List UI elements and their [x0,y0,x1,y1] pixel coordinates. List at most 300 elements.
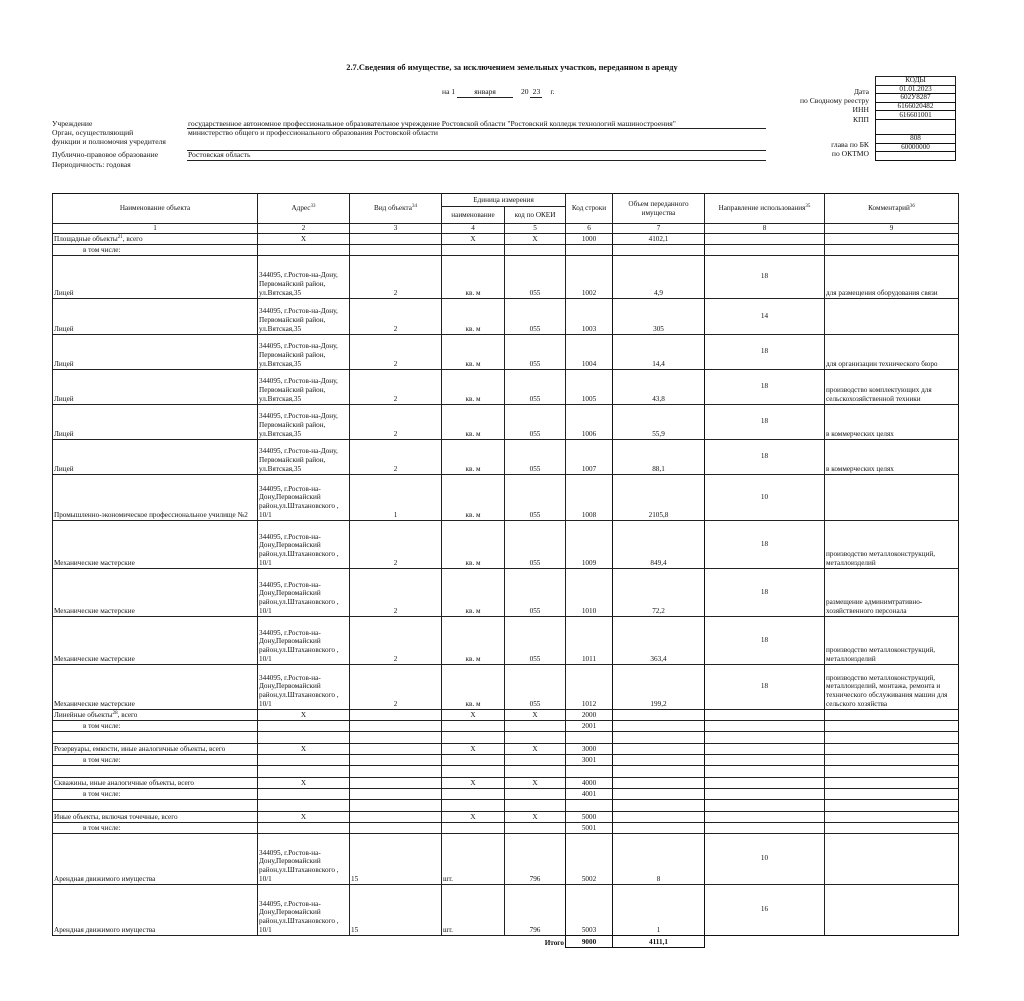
cell-line-code: 2001 [566,720,613,731]
cell-comment [825,709,959,720]
cell-comment: в коммерческих целях [825,439,959,474]
total-empty-cell [53,935,258,947]
cell-okei: 796 [505,884,566,935]
cell-name: Арендная движимого имущества [53,884,258,935]
report-date-line [442,88,555,98]
col-number-7: 7 [613,224,705,234]
cell-okei: X [505,743,566,754]
cell-type [350,754,442,765]
total-empty-cell [825,935,959,947]
cell-direction: 18 [705,568,825,616]
cell-name: Лицей [53,255,258,298]
cell-name [53,233,258,244]
cell-okei [505,788,566,799]
cell-unit: кв. м [442,520,505,568]
col-number-9: 9 [825,224,959,234]
col-number-2: 2 [258,224,350,234]
cell-volume: 4102,1 [613,233,705,244]
codes-label-date: Дата [853,87,869,96]
cell-okei [505,754,566,765]
section-name: Скважины, иные аналогичные объекты, всего [54,779,195,787]
cell-line-code: 1000 [566,233,613,244]
cell-line-code [566,731,613,743]
total-empty-cell [350,935,442,947]
cell-okei [505,720,566,731]
cell-okei: X [505,811,566,822]
cell-volume: 2105,8 [613,474,705,520]
cell-name [53,743,258,754]
subsection-row [53,754,959,765]
cell-unit: кв. м [442,439,505,474]
cell-type [350,788,442,799]
cell-type: 2 [350,334,442,369]
header-unit: Единица измерения [442,194,566,207]
cell-address: 344095, г.Ростов-на-Дону, Первомайский район, ул.Вятская,35 [258,439,350,474]
period-label: Периодичность: годовая [52,160,131,169]
section-row [53,743,959,754]
codes-value-blank-1 [876,119,956,134]
cell-line-code: 1012 [566,664,613,709]
cell-line-code: 3000 [566,743,613,754]
cell-line-code: 1009 [566,520,613,568]
cell-name [53,731,258,743]
cell-line-code: 1005 [566,369,613,404]
cell-type: 2 [350,255,442,298]
header-type-note: 34 [411,204,417,210]
cell-line-code: 5001 [566,822,613,833]
header-comment-note: 36 [909,204,915,210]
codes-label-oktmo: по ОКТМО [831,149,869,158]
cell-address: 344095, г.Ростов-на-Дону,Первомайский район,ул.Штахановского , 10/1 [258,474,350,520]
cell-comment [825,799,959,811]
cell-name: Арендная движимого имущества [53,833,258,884]
subsection-row [53,720,959,731]
header-direction-text: Направление использования [718,204,806,213]
cell-volume: 199,2 [613,664,705,709]
cell-direction: 18 [705,369,825,404]
section-row [53,777,959,788]
header-comment [825,194,959,224]
total-row [53,935,959,947]
total-volume: 4111,1 [613,935,705,947]
cell-direction: 14 [705,298,825,334]
cell-direction [705,799,825,811]
cell-address [258,822,350,833]
cell-volume [613,731,705,743]
cell-comment [825,777,959,788]
cell-comment [825,884,959,935]
header-direction [705,194,825,224]
cell-address: X [258,233,350,244]
organ-label-line1: Орган, осуществляющий [52,128,134,137]
cell-direction: 10 [705,474,825,520]
col-number-6: 6 [566,224,613,234]
cell-address: 344095, г.Ростов-на-Дону,Первомайский район,ул.Штахановского , 10/1 [258,884,350,935]
cell-name: Лицей [53,298,258,334]
date-year-prefix: 20 [520,87,529,96]
total-empty-cell [705,935,825,947]
codes-value-blank-2 [876,152,956,161]
header-type-text: Вид объекта [374,204,412,213]
cell-okei: 055 [505,298,566,334]
codes-table [875,76,956,161]
cell-name: в том числе: [53,720,258,731]
municipal-underline [187,160,766,161]
cell-volume: 43,8 [613,369,705,404]
cell-line-code: 5002 [566,833,613,884]
table-row [53,369,959,404]
cell-name: Промышленно-экономическое профессиональное училище №2 [53,474,258,520]
cell-type [350,743,442,754]
cell-comment [825,720,959,731]
cell-comment [825,788,959,799]
cell-address: 344095, г.Ростов-на-Дону, Первомайский район, ул.Вятская,35 [258,369,350,404]
cell-line-code: 4000 [566,777,613,788]
cell-unit [442,822,505,833]
cell-name [53,777,258,788]
total-empty-cell [442,935,505,947]
blank-row [53,765,959,777]
cell-okei: X [505,709,566,720]
cell-comment [825,244,959,255]
cell-comment: производство металлоконструкций, металлоизделий [825,616,959,664]
col-number-5: 5 [505,224,566,234]
cell-volume: 8 [613,833,705,884]
cell-volume [613,244,705,255]
blank-row [53,731,959,743]
cell-line-code: 1002 [566,255,613,298]
cell-line-code: 3001 [566,754,613,765]
codes-value-date: 01.01.2023 [876,85,956,94]
cell-name: Механические мастерские [53,568,258,616]
section-name-tail: , всего [117,711,138,719]
cell-unit: кв. м [442,334,505,369]
cell-type [350,822,442,833]
table-row [53,884,959,935]
cell-okei [505,731,566,743]
table-row [53,439,959,474]
organ-label-line2: функции и полномочия учредителя [52,137,166,146]
header-line-code: Код строки [566,194,613,224]
header-unit-name: наименование [442,207,505,224]
cell-name [53,765,258,777]
codes-value-oktmo: 60000000 [876,143,956,152]
cell-unit [442,799,505,811]
codes-value-kpp: 616601001 [876,111,956,120]
cell-type: 1 [350,474,442,520]
cell-unit: кв. м [442,616,505,664]
cell-unit: шт. [442,833,505,884]
cell-address [258,765,350,777]
section-name: Линейные объекты [54,711,113,719]
codes-value-inn: 6166020482 [876,102,956,111]
cell-comment [825,474,959,520]
subsection-row [53,244,959,255]
total-empty-cell [258,935,350,947]
cell-name [53,799,258,811]
cell-line-code: 5003 [566,884,613,935]
cell-name: Лицей [53,439,258,474]
cell-name: Лицей [53,404,258,439]
codes-label-kpp: КПП [852,115,869,124]
cell-okei [505,765,566,777]
cell-address: X [258,709,350,720]
cell-name: Механические мастерские [53,664,258,709]
cell-okei [505,822,566,833]
codes-value-registry: 602У8287 [876,94,956,103]
cell-volume: 849,4 [613,520,705,568]
cell-okei: 055 [505,664,566,709]
section-footnote: 21 [117,235,123,240]
cell-line-code: 4001 [566,788,613,799]
cell-type [350,811,442,822]
cell-comment [825,822,959,833]
cell-comment: в коммерческих целях [825,404,959,439]
table-row [53,664,959,709]
date-suffix: г. [550,87,555,96]
cell-volume: 363,4 [613,616,705,664]
cell-address: X [258,777,350,788]
cell-okei: 796 [505,833,566,884]
cell-unit: кв. м [442,474,505,520]
institution-value: государственное автономное профессиональное образовательное учреждение Ростовской области "Ростовский колледж технологий машиностроения" [188,119,676,128]
cell-address [258,720,350,731]
cell-name: в том числе: [53,244,258,255]
cell-unit: X [442,811,505,822]
cell-type [350,244,442,255]
cell-volume [613,709,705,720]
col-number-3: 3 [350,224,442,234]
cell-unit [442,731,505,743]
cell-line-code: 1008 [566,474,613,520]
col-number-8: 8 [705,224,825,234]
cell-name: в том числе: [53,822,258,833]
cell-volume [613,822,705,833]
cell-name: Механические мастерские [53,616,258,664]
cell-comment: для организации технического бюро [825,334,959,369]
date-prefix: на 1 [442,87,456,96]
cell-type [350,765,442,777]
cell-comment: производство металлоконструкций, металлоизделий, монтажа, ремонта и технического обслуживания машин для сельского хозяйства [825,664,959,709]
cell-unit [442,244,505,255]
cell-line-code [566,244,613,255]
col-number-1: 1 [53,224,258,234]
cell-unit [442,788,505,799]
header-type [350,194,442,224]
cell-direction [705,777,825,788]
cell-unit: кв. м [442,298,505,334]
cell-volume: 55,9 [613,404,705,439]
cell-direction [705,743,825,754]
cell-comment [825,833,959,884]
cell-type [350,233,442,244]
cell-address [258,731,350,743]
cell-type: 15 [350,884,442,935]
codes-header: КОДЫ [876,77,956,86]
header-comment-text: Комментарий [868,204,910,213]
cell-address [258,799,350,811]
cell-type: 2 [350,439,442,474]
cell-volume [613,799,705,811]
cell-unit: кв. м [442,369,505,404]
section-name: Резервуары, емкости, иные аналогичные объекты, всего [54,745,226,753]
section-row [53,233,959,244]
cell-direction [705,731,825,743]
cell-type: 2 [350,568,442,616]
cell-unit: X [442,709,505,720]
cell-volume: 72,2 [613,568,705,616]
header-unit-code: код по ОКЕИ [505,207,566,224]
header-direction-note: 35 [805,204,811,210]
cell-unit: кв. м [442,568,505,616]
cell-type: 2 [350,616,442,664]
institution-label: Учреждение [52,119,93,128]
cell-direction: 16 [705,884,825,935]
property-table [52,193,959,948]
table-row [53,474,959,520]
cell-line-code: 2000 [566,709,613,720]
cell-volume [613,743,705,754]
cell-address: 344095, г.Ростов-на-Дону,Первомайский район,ул.Штахановского , 10/1 [258,520,350,568]
cell-line-code: 1007 [566,439,613,474]
table-row [53,298,959,334]
cell-address: 344095, г.Ростов-на-Дону, Первомайский район, ул.Вятская,35 [258,255,350,298]
total-code: 9000 [566,935,613,947]
cell-direction: 18 [705,334,825,369]
cell-volume [613,788,705,799]
organ-underline [187,150,766,151]
cell-direction: 18 [705,439,825,474]
section-row [53,811,959,822]
cell-name: Механические мастерские [53,520,258,568]
table-row [53,520,959,568]
cell-okei: 055 [505,334,566,369]
table-row [53,568,959,616]
cell-direction [705,244,825,255]
cell-okei: 055 [505,568,566,616]
cell-unit: X [442,743,505,754]
cell-unit [442,754,505,765]
cell-volume [613,765,705,777]
cell-direction: 18 [705,520,825,568]
cell-direction [705,233,825,244]
cell-volume [613,777,705,788]
cell-address [258,754,350,765]
section-name: Иные объекты, включая точечные, всего [54,813,178,821]
cell-comment [825,765,959,777]
cell-okei: 055 [505,255,566,298]
cell-line-code: 1003 [566,298,613,334]
cell-okei: X [505,233,566,244]
cell-type [350,720,442,731]
codes-label-inn: ИНН [852,105,869,114]
cell-comment [825,233,959,244]
cell-direction: 10 [705,833,825,884]
cell-okei [505,244,566,255]
cell-unit [442,765,505,777]
cell-volume: 1 [613,884,705,935]
cell-direction: 18 [705,664,825,709]
table-row [53,404,959,439]
cell-address [258,244,350,255]
cell-name: Лицей [53,369,258,404]
cell-okei: 055 [505,616,566,664]
cell-volume: 305 [613,298,705,334]
cell-okei [505,799,566,811]
cell-direction [705,709,825,720]
cell-unit: кв. м [442,664,505,709]
cell-address: X [258,811,350,822]
cell-type [350,731,442,743]
cell-okei: 055 [505,474,566,520]
cell-type [350,799,442,811]
cell-unit [442,720,505,731]
cell-name [53,811,258,822]
cell-unit: кв. м [442,404,505,439]
cell-unit: X [442,777,505,788]
organ-value: министерство общего и профессионального образования Ростовской области [188,128,438,137]
property-table-body [53,233,959,947]
cell-okei: 055 [505,404,566,439]
cell-volume [613,811,705,822]
section-name-tail: , всего [122,235,143,243]
cell-comment: размещение админимтративно-хозяйственного персонала [825,568,959,616]
cell-address: 344095, г.Ростов-на-Дону, Первомайский район, ул.Вятская,35 [258,298,350,334]
cell-direction [705,788,825,799]
cell-direction: 18 [705,255,825,298]
col-number-4: 4 [442,224,505,234]
table-row [53,616,959,664]
cell-direction [705,822,825,833]
header-address-note: 33 [310,204,316,210]
table-row [53,255,959,298]
cell-type [350,709,442,720]
page-title: 2.7.Сведения об имуществе, за исключением земельных участков, переданном в аренду [346,63,678,72]
cell-address: X [258,743,350,754]
cell-volume: 88,1 [613,439,705,474]
cell-address: 344095, г.Ростов-на-Дону, Первомайский район, ул.Вятская,35 [258,404,350,439]
cell-okei: 055 [505,520,566,568]
cell-unit: кв. м [442,255,505,298]
cell-line-code: 5000 [566,811,613,822]
cell-name [53,709,258,720]
cell-address: 344095, г.Ростов-на-Дону,Первомайский район,ул.Штахановского , 10/1 [258,833,350,884]
codes-label-registry: по Сводному реестру [799,96,869,105]
cell-comment [825,811,959,822]
date-month: января [457,88,513,98]
header-address-text: Адрес [291,204,311,213]
blank-row [53,799,959,811]
header-address [258,194,350,224]
cell-line-code: 1011 [566,616,613,664]
cell-comment [825,743,959,754]
codes-value-bk: 808 [876,134,956,143]
cell-volume: 4,9 [613,255,705,298]
cell-comment: производство комплектующих для сельскохозяйственной техники [825,369,959,404]
cell-type: 2 [350,369,442,404]
cell-type: 2 [350,298,442,334]
cell-address: 344095, г.Ростов-на-Дону,Первомайский район,ул.Штахановского , 10/1 [258,616,350,664]
cell-type: 15 [350,833,442,884]
cell-volume [613,720,705,731]
cell-line-code [566,765,613,777]
cell-okei: 055 [505,369,566,404]
subsection-row [53,822,959,833]
cell-okei: X [505,777,566,788]
cell-name: Лицей [53,334,258,369]
cell-line-code: 1004 [566,334,613,369]
cell-direction [705,811,825,822]
